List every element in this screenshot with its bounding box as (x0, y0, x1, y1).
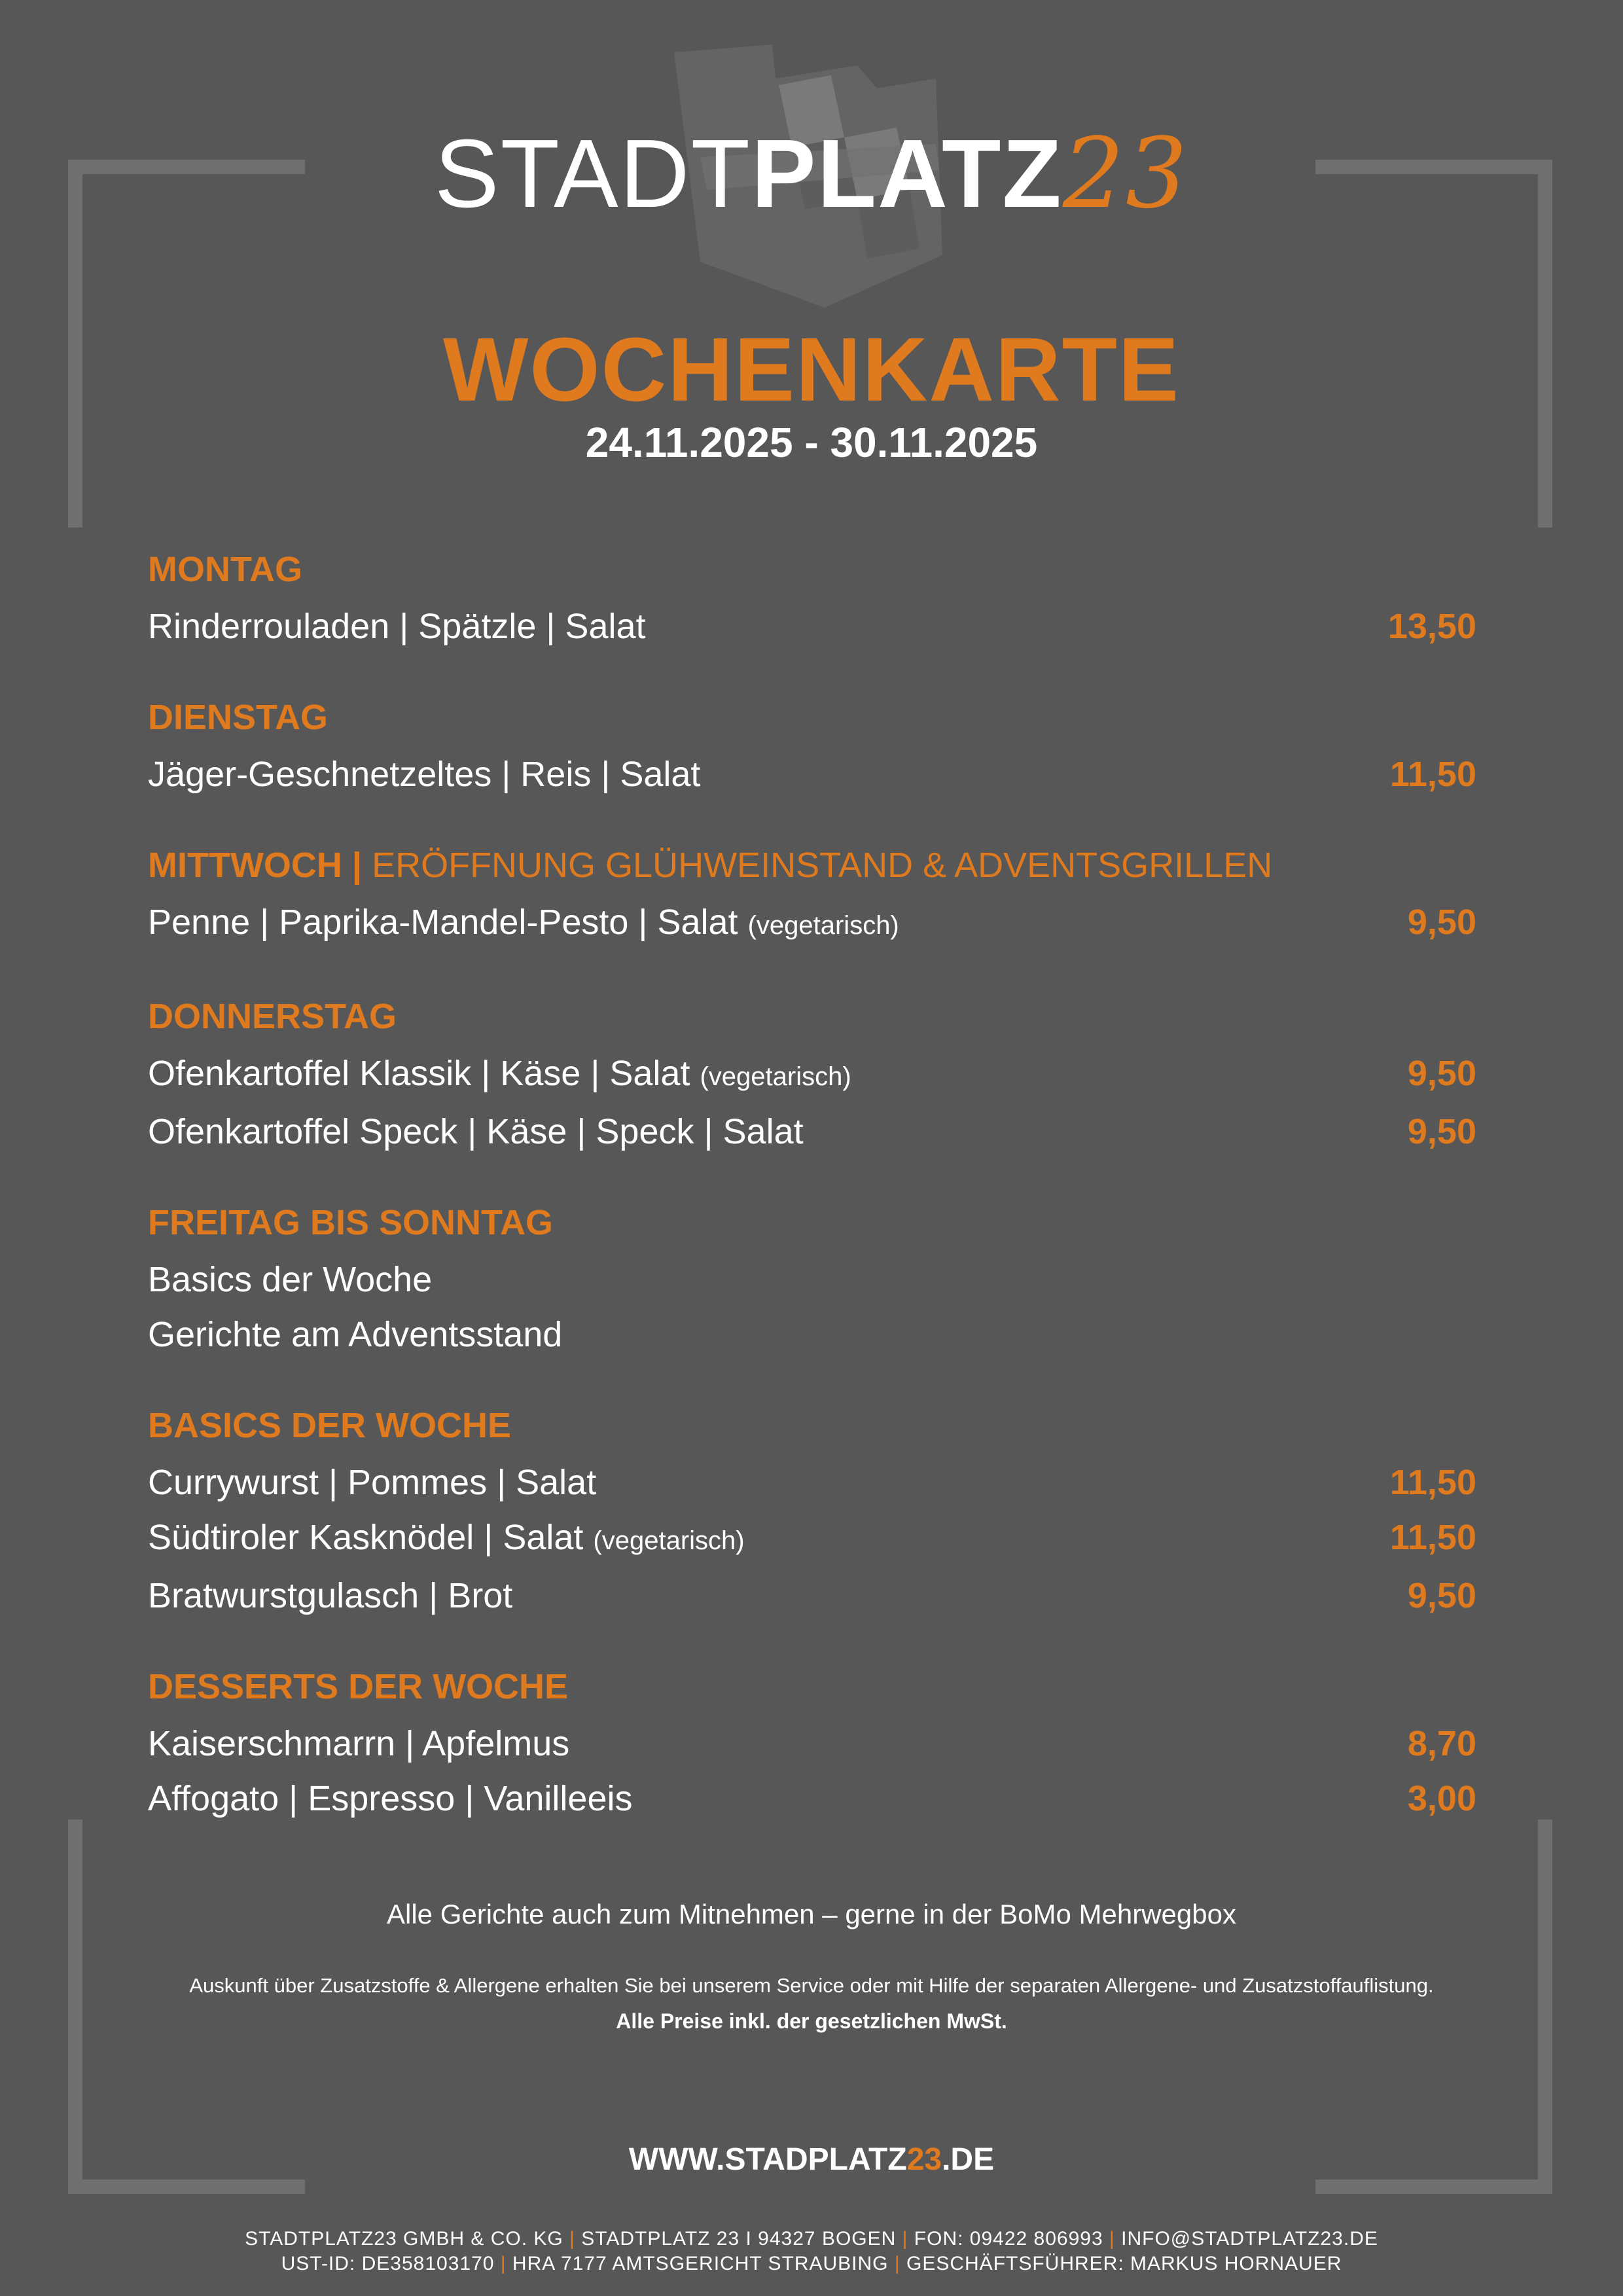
menu-item (148, 747, 1476, 802)
menu-section (148, 987, 1476, 1159)
menu-item-desc (148, 1455, 596, 1510)
section-heading-text: DONNERSTAG (148, 997, 397, 1036)
section-heading-text: DIENSTAG (148, 698, 329, 737)
menu-item-name: Jäger-Geschnetzeltes | Reis | Salat (148, 755, 701, 794)
menu-item-name: Kaiserschmarrn | Apfelmus (148, 1724, 570, 1763)
menu-item-price: 13,50 (1387, 607, 1476, 646)
menu-item-desc (148, 1716, 569, 1771)
menu-item-name: Ofenkartoffel Klassik | Käse | Salat (148, 1054, 690, 1093)
website-link[interactable] (0, 2140, 1623, 2179)
menu-item (148, 1046, 1476, 1104)
imprint-item: GESCHÄFTSFÜHRER: MARKUS HORNAUER (906, 2253, 1342, 2274)
menu-section (148, 688, 1476, 802)
menu-item-desc (148, 895, 899, 953)
logo-part-23: 23 (1062, 117, 1189, 230)
menu-item-price: 11,50 (1389, 1518, 1476, 1557)
menu-section (148, 1657, 1476, 1826)
menu-item (148, 599, 1476, 654)
menu-item-desc (148, 1510, 745, 1568)
section-heading-text: MONTAG (148, 550, 302, 589)
allergen-note: Auskunft über Zusatzstoffe & Allergene erhalten Sie bei unserem Service oder mit Hilfe der separaten Allergene- und Zusatzstoffauflistung. (189, 1974, 1434, 1997)
imprint-line-1 (0, 2227, 1623, 2251)
logo-part-stadt: STADT (434, 120, 751, 228)
menu-item (148, 1104, 1476, 1159)
menu-section (148, 540, 1476, 654)
brand-logo (0, 117, 1623, 230)
page-title: WOCHENKARTE (443, 319, 1180, 420)
menu-item (148, 1771, 1476, 1826)
imprint-separator: | (894, 2253, 901, 2274)
imprint-separator: | (1109, 2228, 1115, 2250)
menu-item-desc (148, 1252, 432, 1307)
section-heading (148, 836, 1476, 895)
imprint-item: STADTPLATZ 23 I 94327 BOGEN (581, 2228, 897, 2250)
menu-section (148, 1193, 1476, 1362)
section-heading (148, 1396, 1476, 1455)
menu-item-desc (148, 1771, 632, 1826)
menu-item-name: Südtiroler Kasknödel | Salat (148, 1518, 584, 1557)
menu-item-price: 3,00 (1407, 1779, 1476, 1818)
imprint-item: UST-ID: DE358103170 (281, 2253, 495, 2274)
menu-item (148, 1252, 1476, 1307)
menu-item-price: 9,50 (1407, 1576, 1476, 1615)
menu-item-note: (vegetarisch) (700, 1062, 851, 1091)
section-heading-text: DESSERTS DER WOCHE (148, 1667, 569, 1706)
menu-item-price: 11,50 (1389, 1463, 1476, 1502)
menu-item (148, 1307, 1476, 1362)
imprint-item: HRA 7177 AMTSGERICHT STRAUBING (512, 2253, 889, 2274)
menu-item-price: 9,50 (1407, 1112, 1476, 1151)
menu-item-note: (vegetarisch) (747, 911, 899, 940)
menu-item (148, 1568, 1476, 1623)
section-heading-text: MITTWOCH | (148, 846, 363, 885)
section-heading (148, 688, 1476, 747)
menu-item-desc (148, 1104, 804, 1159)
menu-item (148, 895, 1476, 953)
imprint-line-2 (0, 2251, 1623, 2276)
takeaway-note: Alle Gerichte auch zum Mitnehmen – gerne in der BoMo Mehrwegbox (387, 1899, 1236, 1929)
imprint-separator: | (500, 2253, 507, 2274)
section-subheading: ERÖFFNUNG GLÜHWEINSTAND & ADVENTSGRILLEN (372, 846, 1273, 885)
menu-section (148, 1396, 1476, 1623)
menu-item-price: 8,70 (1407, 1724, 1476, 1763)
menu-item-note: (vegetarisch) (593, 1526, 745, 1555)
menu-item-desc (148, 1046, 851, 1104)
vat-note: Alle Preise inkl. der gesetzlichen MwSt. (616, 2009, 1007, 2033)
section-heading (148, 540, 1476, 599)
menu-item-price: 9,50 (1407, 903, 1476, 942)
menu-item-name: Bratwurstgulasch | Brot (148, 1576, 513, 1615)
section-heading-text: FREITAG BIS SONNTAG (148, 1203, 553, 1242)
imprint-item: STADTPLATZ23 GMBH & CO. KG (245, 2228, 563, 2250)
section-heading (148, 1657, 1476, 1716)
menu-item-price: 9,50 (1407, 1054, 1476, 1093)
menu-item-name: Ofenkartoffel Speck | Käse | Speck | Salat (148, 1112, 804, 1151)
menu-item-desc (148, 1307, 562, 1362)
menu-item-name: Affogato | Espresso | Vanilleeis (148, 1779, 633, 1818)
menu-item (148, 1716, 1476, 1771)
imprint-separator: | (902, 2228, 908, 2250)
logo-part-platz: PLATZ (751, 120, 1063, 228)
imprint-item: INFO@STADTPLATZ23.DE (1121, 2228, 1378, 2250)
menu-list (148, 540, 1476, 1860)
menu-item (148, 1510, 1476, 1568)
menu-item-desc (148, 599, 646, 654)
website-prefix: WWW.STADPLATZ (628, 2142, 907, 2177)
menu-item-name: Rinderrouladen | Spätzle | Salat (148, 607, 646, 646)
menu-item-price: 11,50 (1389, 755, 1476, 794)
section-heading (148, 987, 1476, 1046)
menu-item-desc (148, 1568, 512, 1623)
menu-item-desc (148, 747, 700, 802)
website-highlight: 23 (906, 2142, 942, 2177)
menu-item-name: Basics der Woche (148, 1260, 433, 1299)
website-suffix: .DE (942, 2142, 995, 2177)
section-heading (148, 1193, 1476, 1252)
menu-item-name: Currywurst | Pommes | Salat (148, 1463, 597, 1502)
section-heading-text: BASICS DER WOCHE (148, 1406, 512, 1445)
menu-section (148, 836, 1476, 953)
date-range: 24.11.2025 - 30.11.2025 (585, 419, 1038, 466)
imprint-separator: | (569, 2228, 575, 2250)
menu-item-name: Gerichte am Adventsstand (148, 1315, 563, 1354)
imprint-item: FON: 09422 806993 (914, 2228, 1103, 2250)
menu-item-name: Penne | Paprika-Mandel-Pesto | Salat (148, 903, 738, 942)
menu-item (148, 1455, 1476, 1510)
